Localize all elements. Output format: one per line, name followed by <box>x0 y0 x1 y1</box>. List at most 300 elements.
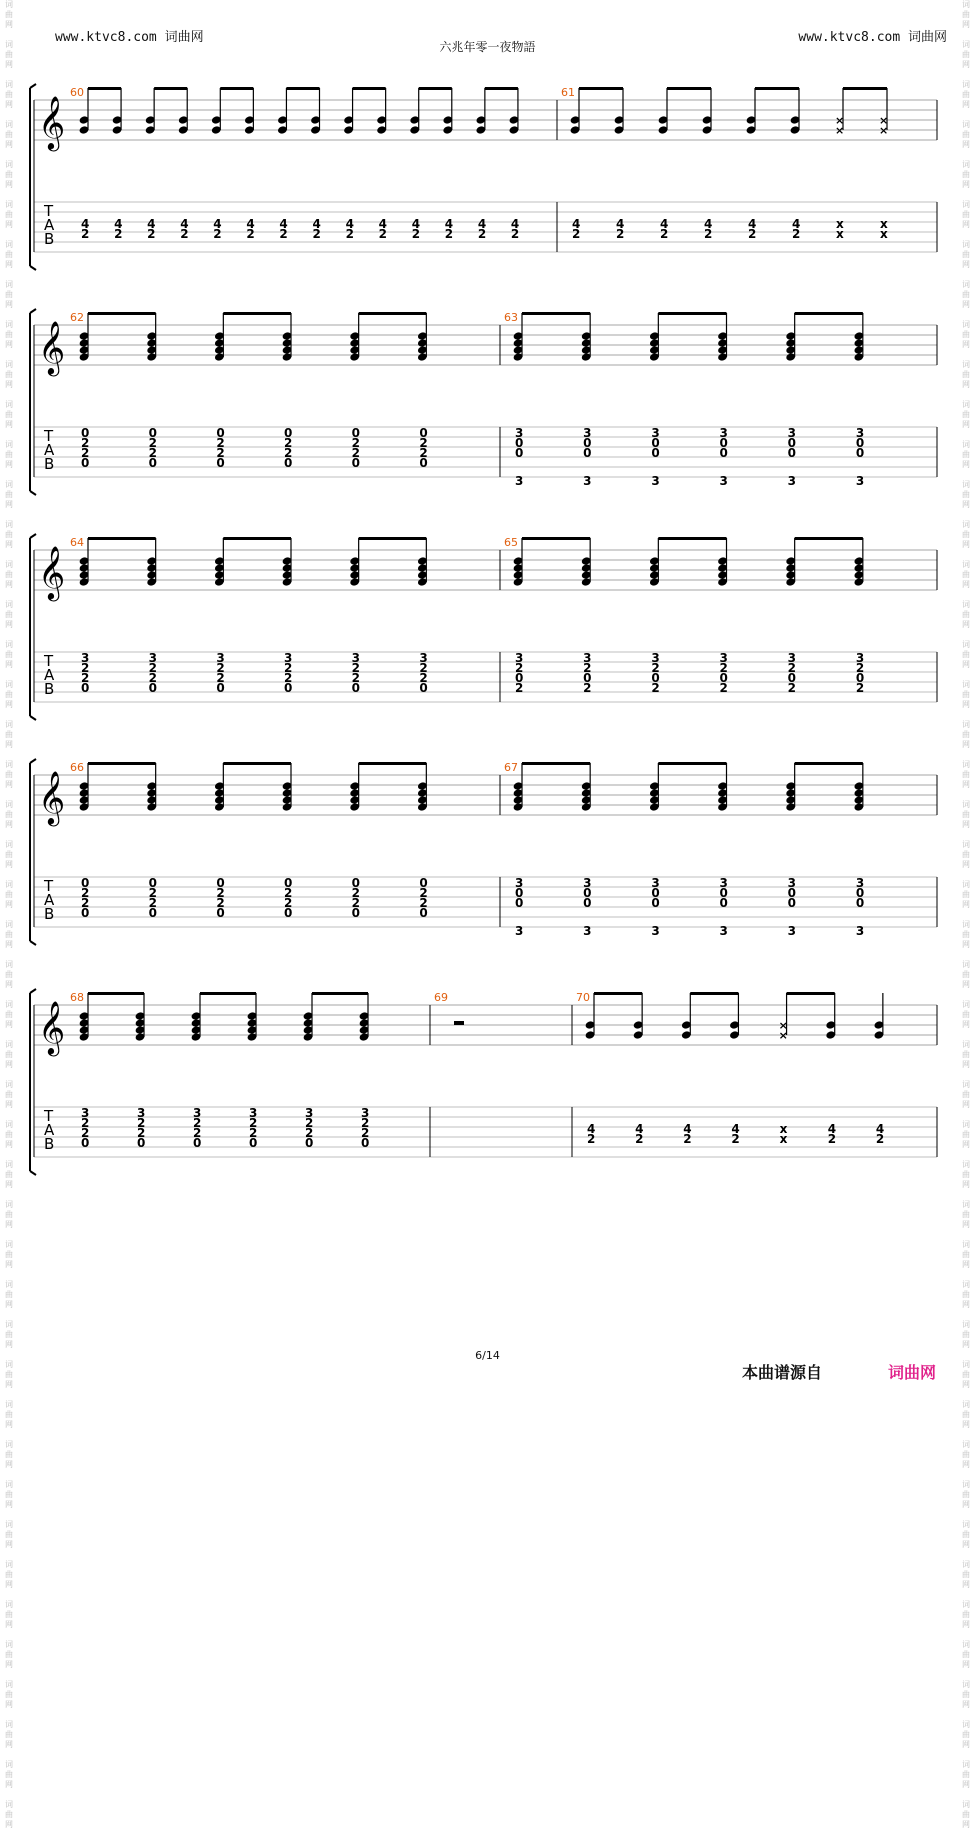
tab-fret-number: 0 <box>284 456 293 470</box>
tab-fret-number: 2 <box>855 681 865 695</box>
tab-fret-number: 3 <box>361 1106 370 1120</box>
page-number: 6/14 <box>475 1349 500 1362</box>
system-1 <box>0 80 975 300</box>
tab-clef-letter: B <box>44 680 55 698</box>
beam <box>485 87 518 90</box>
tab-fret-number: 3 <box>651 474 660 488</box>
tab-fret-number: 2 <box>114 227 123 241</box>
watermark-left: 词 曲 网 词 曲 网 词 曲 网 词 曲 网 词 曲 网 词 曲 网 词 曲 网 词 曲 网 词 曲 网 词 曲 网 词 曲 网 词 曲 网 词 曲 网 词 曲 网 词 曲 网 词 曲 网 词 曲 网 词 曲 网 词 曲 网 词 曲 网 词 曲 网 词 曲 网 词 曲 网 词 曲 网 词 曲 网 词 曲 网 词 曲 网 词 曲 网 词 曲 网 词 曲 网 词 曲 网 词 曲 网 词 曲 网 词 曲 网 词 曲 网 词 曲 网 词 曲 网 词 曲 网 词 曲 网 词 曲 网 词 曲 网 词 曲 网 词 曲 网 词 曲 网 词 曲 网 词 曲 网 <box>5 0 13 1829</box>
x-notehead: × <box>778 1029 788 1042</box>
tab-fret-number: 0 <box>787 446 797 460</box>
tab-fret-number: 4 <box>213 217 222 231</box>
tab-fret-number: 3 <box>515 651 524 665</box>
tab-fret-number: 2 <box>444 227 454 241</box>
tab-fret-number: 0 <box>583 886 592 900</box>
tab-fret-number: 4 <box>875 1122 885 1136</box>
tab-fret-number: 2 <box>81 1116 90 1130</box>
tab-clef-letter: A <box>44 666 55 684</box>
tab-fret-number: 2 <box>748 227 757 241</box>
tab-fret-number: 4 <box>279 217 288 231</box>
beam <box>88 537 156 540</box>
tab-fret-number: 2 <box>148 671 158 685</box>
tab-fret-number: 2 <box>284 436 293 450</box>
measure-number: 67 <box>504 761 518 774</box>
beam <box>359 762 427 765</box>
tab-fret-number: 2 <box>827 1132 837 1146</box>
tab-fret-number: 0 <box>148 681 158 695</box>
tab-fret-number: 3 <box>651 924 660 938</box>
measure-number: 66 <box>70 761 84 774</box>
tab-fret-number: 2 <box>719 681 728 695</box>
tab-fret-number: 4 <box>180 217 189 231</box>
beam <box>795 537 863 540</box>
tab-fret-number: 2 <box>216 886 225 900</box>
tab-fret-number: 2 <box>651 661 660 675</box>
tab-fret-number: 2 <box>583 681 592 695</box>
tab-fret-number: 2 <box>147 227 156 241</box>
song-title: 六兆年零一夜物語 <box>439 40 536 54</box>
tab-fret-number: 0 <box>81 876 90 890</box>
tab-fret-number: 2 <box>587 1132 596 1146</box>
tab-fret-number: 2 <box>81 896 90 910</box>
header-site-left[interactable]: www.ktvc8.com 词曲网 <box>55 30 204 45</box>
beam <box>843 87 887 90</box>
tab-fret-number: 3 <box>351 651 361 665</box>
tab-fret-number: 0 <box>419 681 428 695</box>
tab-fret-number: 3 <box>651 651 660 665</box>
tab-fret-number: 2 <box>351 436 361 450</box>
tab-fret-number: 2 <box>137 1116 146 1130</box>
system-4 <box>0 755 975 975</box>
tab-fret-number: 2 <box>419 446 428 460</box>
tab-fret-number: 2 <box>787 681 797 695</box>
system-svg <box>0 755 975 975</box>
tab-fret-number: 4 <box>731 1122 740 1136</box>
measure-number: 63 <box>504 311 518 324</box>
tab-fret-number: 0 <box>651 671 660 685</box>
tab-fret-number: 4 <box>81 217 90 231</box>
tab-fret-number: 4 <box>345 217 354 231</box>
system-svg <box>0 305 975 525</box>
beam <box>787 992 835 995</box>
tab-fret-number: 0 <box>148 456 158 470</box>
tab-clef-letter: T <box>44 877 54 895</box>
tab-fret-number: 0 <box>148 876 158 890</box>
tab-fret-number: 0 <box>855 436 865 450</box>
tab-fret-number: 0 <box>855 671 865 685</box>
tab-fret-number: 2 <box>419 436 428 450</box>
tab-fret-number: 0 <box>515 446 524 460</box>
beam <box>359 537 427 540</box>
beam <box>795 762 863 765</box>
tab-fret-number: 2 <box>572 227 581 241</box>
tab-fret-number: 3 <box>305 1106 314 1120</box>
tab-fret-number: x <box>836 217 844 231</box>
tab-fret-number: 2 <box>731 1132 740 1146</box>
x-notehead: × <box>778 1019 788 1032</box>
tab-fret-number: 4 <box>477 217 487 231</box>
tab-fret-number: 2 <box>515 681 524 695</box>
tab-fret-number: 0 <box>81 1136 90 1150</box>
tab-fret-number: 4 <box>635 1122 644 1136</box>
beam <box>88 312 156 315</box>
tab-fret-number: 0 <box>583 436 592 450</box>
tab-fret-number: 4 <box>660 217 669 231</box>
tab-fret-number: 0 <box>361 1136 370 1150</box>
tab-fret-number: 4 <box>587 1122 596 1136</box>
tab-fret-number: 3 <box>583 924 592 938</box>
beam <box>223 537 291 540</box>
treble-clef: 𝄞 <box>38 545 66 599</box>
measure-number: 62 <box>70 311 84 324</box>
measure-number: 68 <box>70 991 84 1004</box>
tab-fret-number: 2 <box>284 896 293 910</box>
tab-fret-number: 2 <box>279 227 288 241</box>
tab-fret-number: 3 <box>719 924 728 938</box>
beam <box>755 87 799 90</box>
tab-fret-number: x <box>880 217 888 231</box>
tab-fret-number: 2 <box>81 1126 90 1140</box>
tab-fret-number: 2 <box>361 1126 370 1140</box>
beam <box>286 87 319 90</box>
beam <box>223 762 291 765</box>
tab-fret-number: 2 <box>351 661 361 675</box>
tab-fret-number: 4 <box>444 217 454 231</box>
tab-fret-number: 3 <box>651 876 660 890</box>
tab-fret-number: 2 <box>213 227 222 241</box>
system-2 <box>0 305 975 525</box>
system-svg <box>0 530 975 750</box>
tab-fret-number: 4 <box>378 217 388 231</box>
tab-fret-number: 0 <box>719 446 728 460</box>
tab-fret-number: 4 <box>827 1122 837 1136</box>
tab-clef-letter: A <box>44 1121 55 1139</box>
tab-fret-number: 4 <box>792 217 801 231</box>
tab-fret-number: 2 <box>411 227 421 241</box>
tab-fret-number: 2 <box>477 227 487 241</box>
tab-fret-number: 2 <box>249 1126 258 1140</box>
tab-fret-number: 2 <box>216 661 225 675</box>
tab-fret-number: 2 <box>651 681 660 695</box>
tab-fret-number: 4 <box>246 217 255 231</box>
tab-fret-number: x <box>836 227 844 241</box>
beam <box>88 762 156 765</box>
tab-fret-number: 0 <box>651 436 660 450</box>
tab-fret-number: 2 <box>419 661 428 675</box>
tab-fret-number: 3 <box>81 1106 90 1120</box>
tab-fret-number: 2 <box>345 227 354 241</box>
system-3 <box>0 530 975 750</box>
tab-fret-number: 3 <box>719 426 728 440</box>
tab-fret-number: 0 <box>216 681 225 695</box>
tab-fret-number: 3 <box>583 426 592 440</box>
tab-fret-number: 0 <box>351 426 361 440</box>
measure-number: 61 <box>561 86 575 99</box>
tab-fret-number: 2 <box>81 661 90 675</box>
tab-fret-number: 2 <box>583 661 592 675</box>
tab-fret-number: 3 <box>787 924 797 938</box>
beam <box>88 87 121 90</box>
tab-fret-number: 3 <box>719 474 728 488</box>
beam <box>223 312 291 315</box>
tab-fret-number: 0 <box>284 876 293 890</box>
tab-fret-number: 2 <box>792 227 801 241</box>
tab-fret-number: 0 <box>787 886 797 900</box>
tab-clef-letter: B <box>44 230 55 248</box>
tab-fret-number: 2 <box>312 227 321 241</box>
tab-fret-number: 2 <box>284 661 293 675</box>
tab-fret-number: 2 <box>787 661 797 675</box>
tab-fret-number: 3 <box>148 651 158 665</box>
tab-fret-number: 0 <box>419 876 428 890</box>
tab-fret-number: 3 <box>583 876 592 890</box>
tab-fret-number: 4 <box>147 217 156 231</box>
tab-fret-number: 0 <box>148 426 158 440</box>
tab-fret-number: 3 <box>216 651 225 665</box>
tab-fret-number: 3 <box>81 651 90 665</box>
tab-fret-number: 0 <box>284 426 293 440</box>
tab-fret-number: 0 <box>787 436 797 450</box>
tab-clef-letter: T <box>44 652 54 670</box>
tab-fret-number: 4 <box>312 217 321 231</box>
whole-rest <box>454 1021 464 1025</box>
tab-fret-number: 0 <box>651 896 660 910</box>
tab-fret-number: 3 <box>249 1106 258 1120</box>
tab-fret-number: 0 <box>515 896 524 910</box>
tab-fret-number: 2 <box>361 1116 370 1130</box>
treble-clef: 𝄞 <box>38 1000 66 1054</box>
measure-number: 65 <box>504 536 518 549</box>
system-5 <box>0 985 975 1205</box>
tab-fret-number: 3 <box>787 474 797 488</box>
header-site-right[interactable]: www.ktvc8.com 词曲网 <box>798 30 947 45</box>
beam <box>658 762 726 765</box>
tab-fret-number: 0 <box>787 671 797 685</box>
tab-fret-number: 3 <box>583 474 592 488</box>
tab-fret-number: 3 <box>719 651 728 665</box>
tab-fret-number: 2 <box>510 227 520 241</box>
tab-fret-number: 2 <box>419 896 428 910</box>
tab-fret-number: 2 <box>216 446 225 460</box>
tab-fret-number: 2 <box>875 1132 885 1146</box>
tab-fret-number: 2 <box>419 886 428 900</box>
tab-fret-number: 0 <box>419 426 428 440</box>
tab-fret-number: 0 <box>216 906 225 920</box>
tab-clef-letter: T <box>44 202 54 220</box>
tab-fret-number: 2 <box>216 896 225 910</box>
tab-fret-number: 0 <box>284 906 293 920</box>
beam <box>658 537 726 540</box>
beam <box>522 312 590 315</box>
tab-fret-number: 0 <box>719 671 728 685</box>
tab-fret-number: 4 <box>683 1122 692 1136</box>
treble-clef: 𝄞 <box>38 320 66 374</box>
tab-fret-number: 0 <box>193 1136 202 1150</box>
beam <box>88 992 144 995</box>
tab-fret-number: 3 <box>515 876 524 890</box>
tab-fret-number: 0 <box>216 426 225 440</box>
beam <box>594 992 642 995</box>
tab-fret-number: 0 <box>249 1136 258 1150</box>
beam <box>154 87 187 90</box>
tab-clef-letter: A <box>44 216 55 234</box>
tab-fret-number: 0 <box>651 886 660 900</box>
tab-fret-number: 0 <box>81 456 90 470</box>
tab-clef-letter: T <box>44 427 54 445</box>
measure-number: 60 <box>70 86 84 99</box>
tab-fret-number: 4 <box>114 217 123 231</box>
tab-fret-number: 0 <box>719 436 728 450</box>
tab-fret-number: 2 <box>137 1126 146 1140</box>
tab-fret-number: 3 <box>855 426 865 440</box>
beam <box>658 312 726 315</box>
tab-fret-number: 0 <box>719 886 728 900</box>
tab-fret-number: 2 <box>216 436 225 450</box>
beam <box>312 992 368 995</box>
beam <box>795 312 863 315</box>
tab-clef-letter: B <box>44 1135 55 1153</box>
tab-fret-number: 4 <box>411 217 421 231</box>
tab-fret-number: 0 <box>515 886 524 900</box>
tab-fret-number: 2 <box>148 436 158 450</box>
tab-fret-number: 2 <box>284 886 293 900</box>
tab-fret-number: 2 <box>148 896 158 910</box>
tab-fret-number: 2 <box>351 896 361 910</box>
tab-fret-number: 2 <box>635 1132 644 1146</box>
beam <box>667 87 711 90</box>
tab-fret-number: 3 <box>787 876 797 890</box>
tab-fret-number: 2 <box>704 227 713 241</box>
tab-fret-number: 2 <box>148 886 158 900</box>
tab-fret-number: 2 <box>249 1116 258 1130</box>
tab-fret-number: 3 <box>855 876 865 890</box>
measure-number: 70 <box>576 991 590 1004</box>
source-label: 本曲谱源自 <box>742 1363 823 1382</box>
x-notehead: × <box>835 114 845 127</box>
tab-fret-number: 3 <box>515 474 524 488</box>
tab-fret-number: 3 <box>583 651 592 665</box>
beam <box>522 762 590 765</box>
tab-fret-number: 0 <box>787 896 797 910</box>
tab-fret-number: 2 <box>81 227 90 241</box>
tab-fret-number: x <box>779 1122 788 1136</box>
tab-fret-number: 2 <box>616 227 625 241</box>
tab-fret-number: 0 <box>515 671 524 685</box>
tab-fret-number: 2 <box>246 227 255 241</box>
tab-fret-number: 2 <box>284 671 293 685</box>
tab-fret-number: 4 <box>704 217 713 231</box>
tab-fret-number: 0 <box>216 876 225 890</box>
tab-fret-number: 0 <box>419 456 428 470</box>
tab-fret-number: 3 <box>137 1106 146 1120</box>
tab-fret-number: 3 <box>855 474 865 488</box>
tab-fret-number: 4 <box>572 217 581 231</box>
tab-fret-number: 4 <box>616 217 625 231</box>
tab-fret-number: 3 <box>515 924 524 938</box>
tab-fret-number: 2 <box>515 661 524 675</box>
tab-fret-number: 0 <box>137 1136 146 1150</box>
tab-fret-number: 2 <box>305 1126 314 1140</box>
tab-clef-letter: B <box>44 905 55 923</box>
tab-fret-number: 2 <box>719 661 728 675</box>
tab-fret-number: 0 <box>515 436 524 450</box>
tab-fret-number: 3 <box>787 426 797 440</box>
x-notehead: × <box>879 124 889 137</box>
tab-fret-number: x <box>779 1132 788 1146</box>
tab-fret-number: 2 <box>284 446 293 460</box>
tab-fret-number: 0 <box>351 681 361 695</box>
tab-fret-number: 2 <box>193 1126 202 1140</box>
treble-clef: 𝄞 <box>38 770 66 824</box>
tab-fret-number: 0 <box>419 906 428 920</box>
beam <box>359 312 427 315</box>
system-svg <box>0 80 975 300</box>
x-notehead: × <box>879 114 889 127</box>
measure-number: 64 <box>70 536 84 549</box>
tab-fret-number: 0 <box>305 1136 314 1150</box>
beam <box>353 87 386 90</box>
beam <box>579 87 623 90</box>
tab-fret-number: 0 <box>81 426 90 440</box>
tab-fret-number: 2 <box>81 886 90 900</box>
tab-fret-number: 2 <box>305 1116 314 1130</box>
tab-clef-letter: T <box>44 1107 54 1125</box>
watermark-right: 词 曲 网 词 曲 网 词 曲 网 词 曲 网 词 曲 网 词 曲 网 词 曲 网 词 曲 网 词 曲 网 词 曲 网 词 曲 网 词 曲 网 词 曲 网 词 曲 网 词 曲 网 词 曲 网 词 曲 网 词 曲 网 词 曲 网 词 曲 网 词 曲 网 词 曲 网 词 曲 网 词 曲 网 词 曲 网 词 曲 网 词 曲 网 词 曲 网 词 曲 网 词 曲 网 词 曲 网 词 曲 网 词 曲 网 词 曲 网 词 曲 网 词 曲 网 词 曲 网 词 曲 网 词 曲 网 词 曲 网 词 曲 网 词 曲 网 词 曲 网 词 曲 网 词 曲 网 词 曲 网 <box>962 0 970 1829</box>
tab-fret-number: 4 <box>510 217 520 231</box>
beam <box>220 87 253 90</box>
tab-fret-number: 3 <box>284 651 293 665</box>
treble-clef: 𝄞 <box>38 95 66 149</box>
tab-fret-number: 2 <box>180 227 189 241</box>
site-logo-text[interactable]: 词曲网 <box>888 1363 937 1382</box>
tab-fret-number: 2 <box>378 227 388 241</box>
tab-fret-number: 0 <box>351 456 361 470</box>
tab-fret-number: 3 <box>719 876 728 890</box>
tab-fret-number: 2 <box>351 446 361 460</box>
tab-fret-number: 0 <box>81 906 90 920</box>
tab-fret-number: 2 <box>351 671 361 685</box>
tab-fret-number: 0 <box>583 671 592 685</box>
tab-fret-number: 2 <box>81 436 90 450</box>
tab-fret-number: 0 <box>148 906 158 920</box>
tab-fret-number: 2 <box>193 1116 202 1130</box>
tab-fret-number: 0 <box>216 456 225 470</box>
tab-fret-number: 0 <box>583 446 592 460</box>
tab-fret-number: 2 <box>216 671 225 685</box>
tab-clef-letter: B <box>44 455 55 473</box>
beam <box>522 537 590 540</box>
tab-fret-number: 3 <box>419 651 428 665</box>
beam <box>200 992 256 995</box>
tab-fret-number: 2 <box>419 671 428 685</box>
tab-fret-number: 2 <box>351 886 361 900</box>
tab-fret-number: 2 <box>683 1132 692 1146</box>
tab-fret-number: 2 <box>660 227 669 241</box>
tab-fret-number: 0 <box>351 876 361 890</box>
system-svg <box>0 985 975 1205</box>
tab-fret-number: 0 <box>855 886 865 900</box>
tab-fret-number: 2 <box>148 661 158 675</box>
tab-fret-number: 3 <box>515 426 524 440</box>
tab-fret-number: 2 <box>81 671 90 685</box>
tab-fret-number: 3 <box>193 1106 202 1120</box>
tab-fret-number: 0 <box>855 896 865 910</box>
tab-fret-number: 2 <box>148 446 158 460</box>
tab-fret-number: 3 <box>855 651 865 665</box>
tab-fret-number: 0 <box>81 681 90 695</box>
measure-number: 69 <box>434 991 448 1004</box>
tab-fret-number: 0 <box>855 446 865 460</box>
